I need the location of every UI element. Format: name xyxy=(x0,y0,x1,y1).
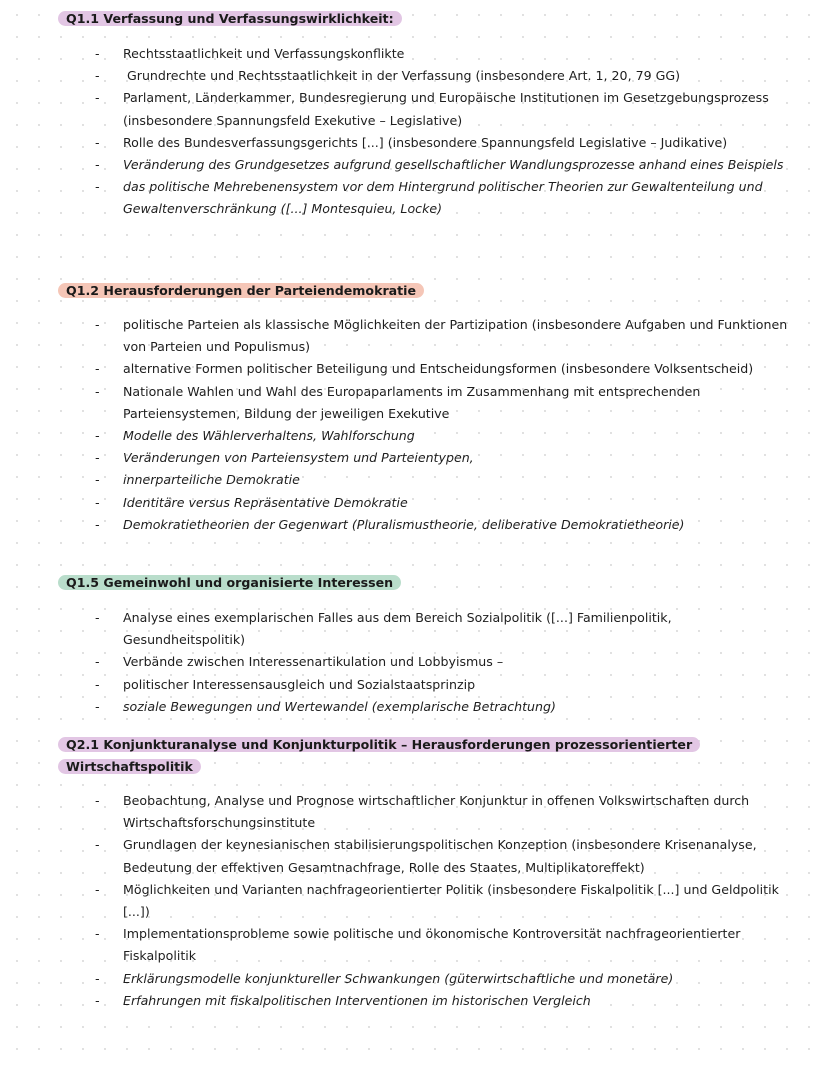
section-heading xyxy=(58,572,401,593)
bullet-list xyxy=(0,314,828,536)
list-item: - Parlament, Länderkammer, Bundesregierung und Europäische Institutionen im Gesetzgebungsprozess (insbesondere Spannungsfeld Exekutive – Legislative) xyxy=(0,87,828,131)
list-item: - Identitäre versus Repräsentative Demokratie xyxy=(0,492,828,514)
list-item: - Verbände zwischen Interessenartikulation und Lobbyismus – xyxy=(0,651,828,673)
list-item: - soziale Bewegungen und Wertewandel (exemplarische Betrachtung) xyxy=(0,696,828,718)
list-item: - Erfahrungen mit fiskalpolitischen Interventionen im historischen Vergleich xyxy=(0,990,828,1012)
heading-highlight: Q2.1 Konjunkturanalyse und Konjunkturpolitik – Herausforderungen prozessorientierter xyxy=(58,737,700,752)
list-item: - Demokratietheorien der Gegenwart (Pluralismustheorie, deliberative Demokratietheorie) xyxy=(0,514,828,536)
list-item: - Nationale Wahlen und Wahl des Europaparlaments im Zusammenhang mit entsprechenden Parteiensystemen, Bildung der jeweiligen Exekutive xyxy=(0,381,828,425)
list-item: - Implementationsprobleme sowie politische und ökonomische Kontroversität nachfrageorientierter Fiskalpolitik xyxy=(0,923,828,967)
list-item: - Veränderungen von Parteiensystem und Parteientypen, xyxy=(0,447,828,469)
list-item: - politischer Interessensausgleich und Sozialstaatsprinzip xyxy=(0,674,828,696)
section-heading xyxy=(58,734,700,778)
list-item: - politische Parteien als klassische Möglichkeiten der Partizipation (insbesondere Aufgaben und Funktionen von Parteien und Populismus) xyxy=(0,314,828,358)
list-item: - Grundrechte und Rechtsstaatlichkeit in der Verfassung (insbesondere Art. 1, 20, 79 GG) xyxy=(0,65,828,87)
list-item: - Möglichkeiten und Varianten nachfrageorientierter Politik (insbesondere Fiskalpolitik [...] und Geldpolitik [...]) xyxy=(0,879,828,923)
section-heading xyxy=(58,8,402,29)
list-item: - Grundlagen der keynesianischen stabilisierungspolitischen Konzeption (insbesondere Krisenanalyse, Bedeutung der effektiven Gesamtnachfrage, Rolle des Staates, Multiplikatoreffekt) xyxy=(0,834,828,878)
bullet-list xyxy=(0,790,828,1012)
list-item: - Beobachtung, Analyse und Prognose wirtschaftlicher Konjunktur in offenen Volkswirtschaften durch Wirtschaftsforschungsinstitute xyxy=(0,790,828,834)
list-item: - Analyse eines exemplarischen Falles aus dem Bereich Sozialpolitik ([...] Familienpolitik, Gesundheitspolitik) xyxy=(0,607,828,651)
bullet-list xyxy=(0,607,828,718)
list-item: - Rolle des Bundesverfassungsgerichts [...] (insbesondere Spannungsfeld Legislative – Judikative) xyxy=(0,132,828,154)
list-item: - Modelle des Wählerverhaltens, Wahlforschung xyxy=(0,425,828,447)
section-heading xyxy=(58,280,424,301)
list-item: - alternative Formen politischer Beteiligung und Entscheidungsformen (insbesondere Volksentscheid) xyxy=(0,358,828,380)
list-item: - Rechtsstaatlichkeit und Verfassungskonflikte xyxy=(0,43,828,65)
list-item: - das politische Mehrebenensystem vor dem Hintergrund politischer Theorien zur Gewaltenteilung und Gewaltenverschränkung ([...] Montesquieu, Locke) xyxy=(0,176,828,220)
heading-highlight: Q1.1 Verfassung und Verfassungswirklichkeit: xyxy=(58,11,402,26)
list-item: - Veränderung des Grundgesetzes aufgrund gesellschaftlicher Wandlungsprozesse anhand eines Beispiels xyxy=(0,154,828,176)
heading-highlight: Wirtschaftspolitik xyxy=(58,759,201,774)
list-item: - innerparteiliche Demokratie xyxy=(0,469,828,491)
bullet-list xyxy=(0,43,828,221)
list-item: - Erklärungsmodelle konjunktureller Schwankungen (güterwirtschaftliche und monetäre) xyxy=(0,968,828,990)
heading-highlight: Q1.5 Gemeinwohl und organisierte Interessen xyxy=(58,575,401,590)
heading-highlight: Q1.2 Herausforderungen der Parteiendemokratie xyxy=(58,283,424,298)
